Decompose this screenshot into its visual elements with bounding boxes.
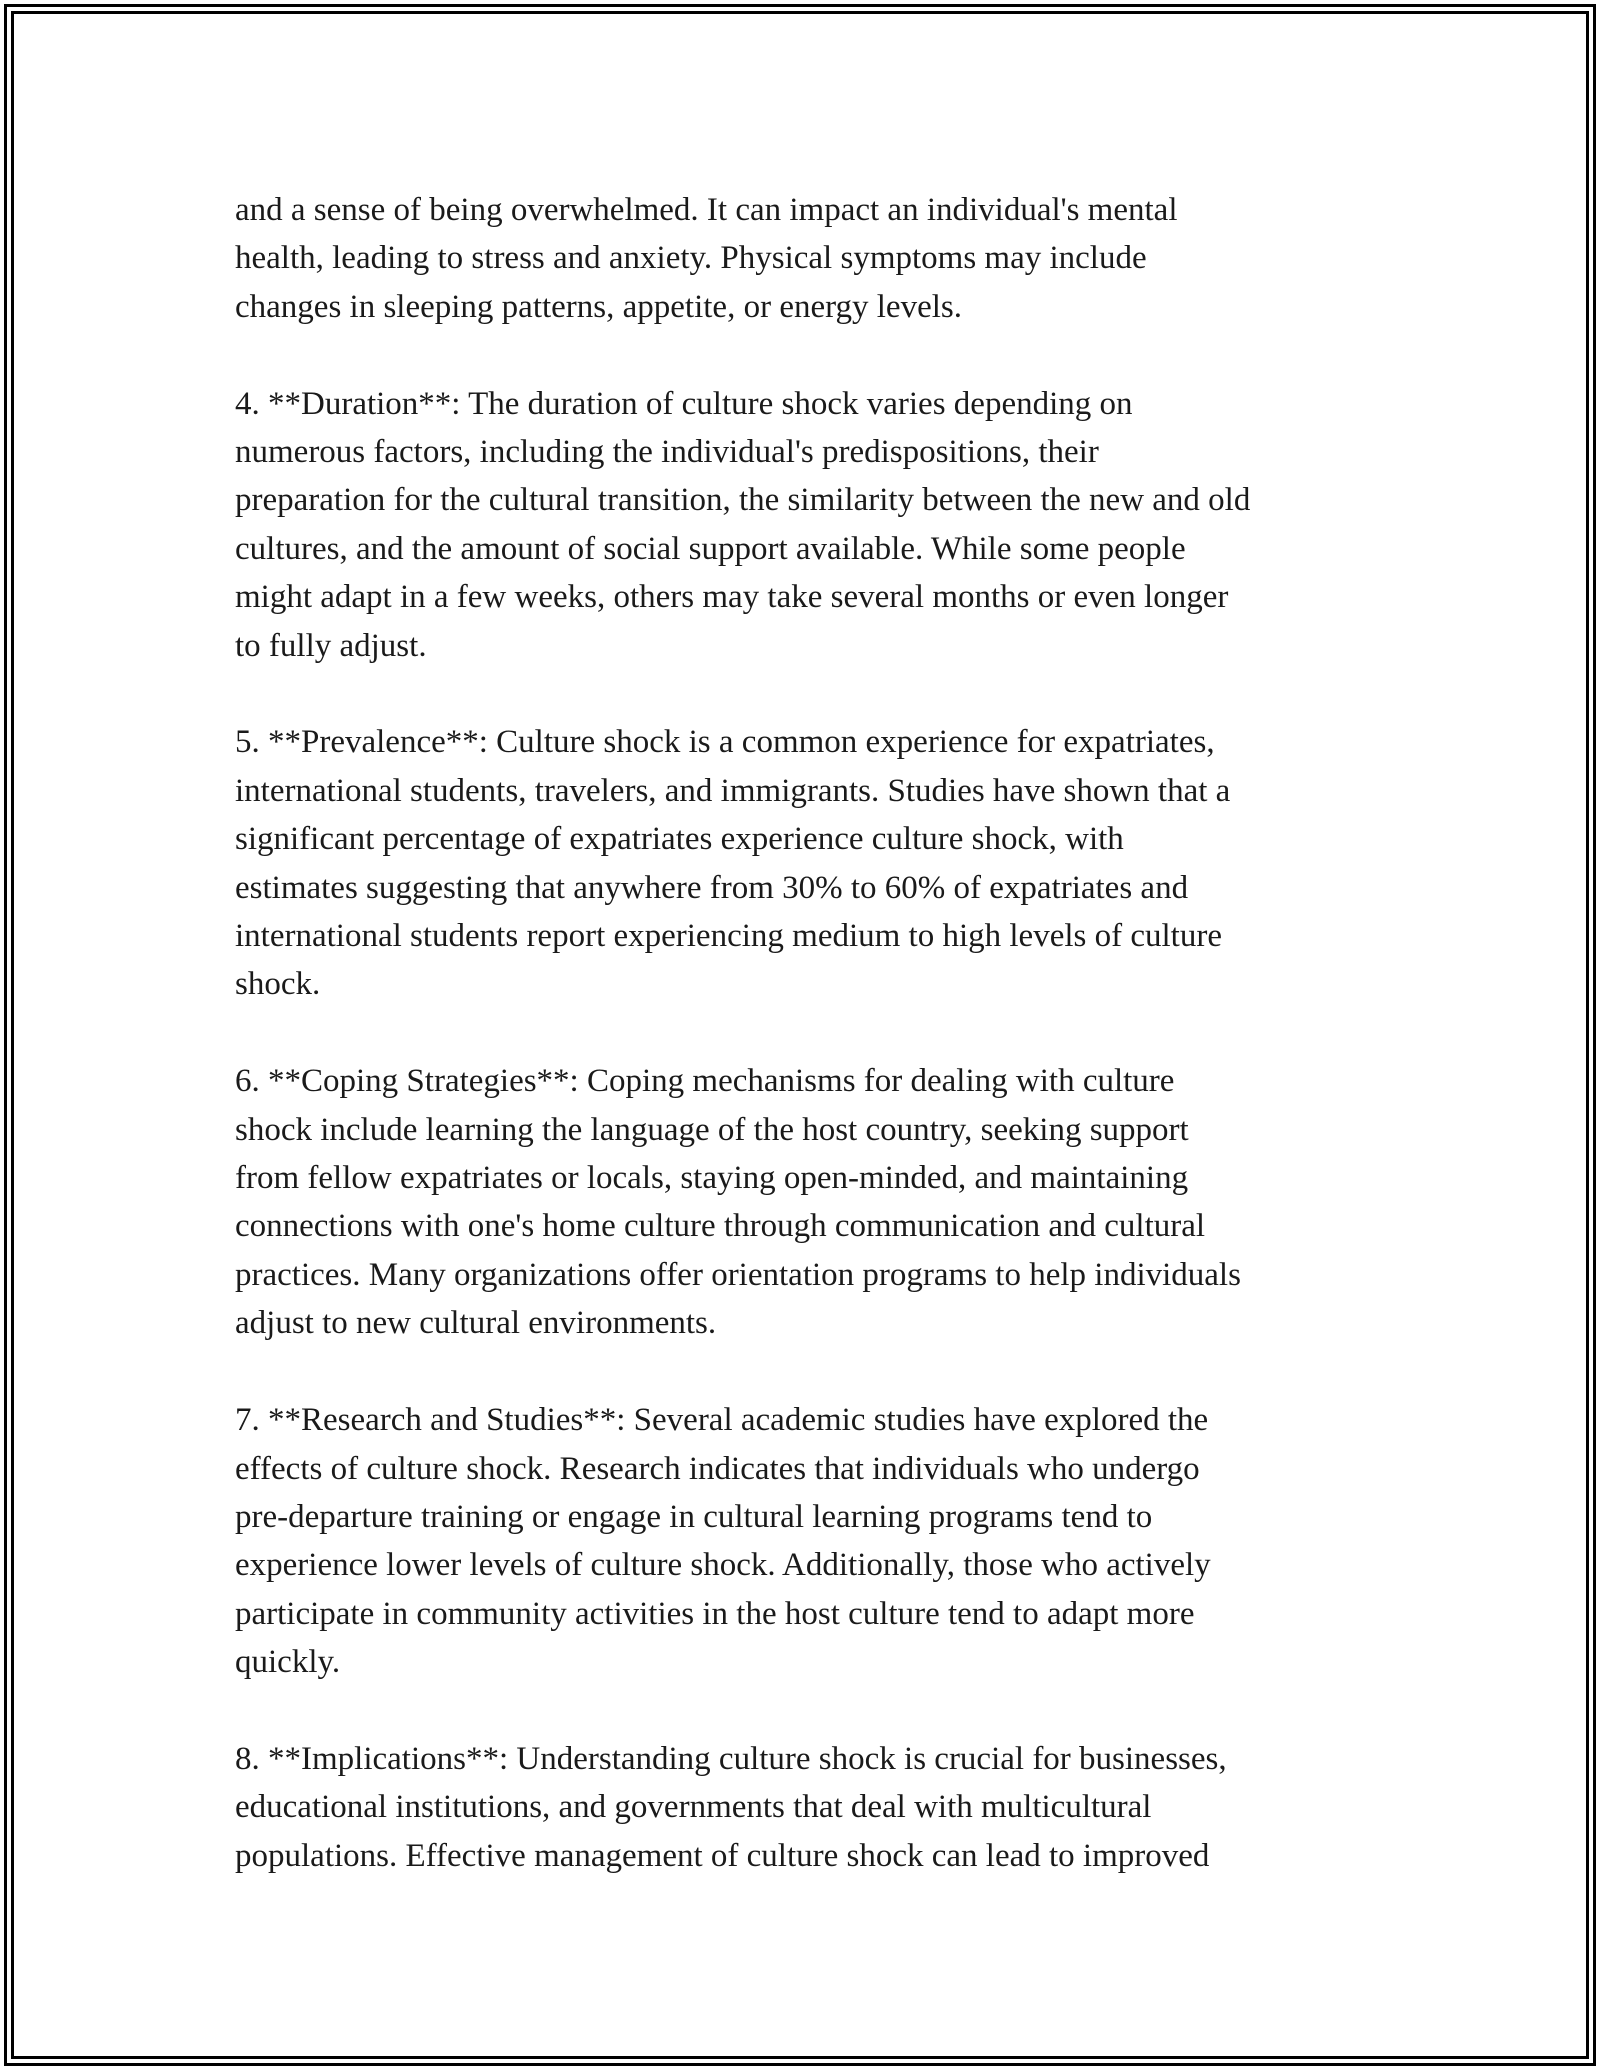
text-line: quickly. — [235, 1644, 341, 1681]
text-line: 6. **Coping Strategies**: Coping mechanisms for dealing with culture — [235, 1063, 1175, 1100]
text-line: might adapt in a few weeks, others may take several months or even longer — [235, 579, 1229, 616]
text-line: estimates suggesting that anywhere from 30% to 60% of expatriates and — [235, 869, 1189, 906]
text-line: numerous factors, including the individual's predispositions, their — [235, 434, 1099, 471]
paragraph-research-and-studies — [235, 1396, 1375, 1686]
paragraph-duration — [235, 380, 1375, 670]
text-line: pre-departure training or engage in cultural learning programs tend to — [235, 1498, 1153, 1535]
paragraph-implications — [235, 1735, 1375, 1880]
document-body — [235, 186, 1375, 1880]
text-line: 5. **Prevalence**: Culture shock is a common experience for expatriates, — [235, 724, 1215, 761]
text-line: changes in sleeping patterns, appetite, or energy levels. — [235, 288, 962, 325]
text-line: cultures, and the amount of social support available. While some people — [235, 530, 1186, 567]
text-line: connections with one's home culture through communication and cultural — [235, 1208, 1206, 1245]
text-line: international students report experiencing medium to high levels of culture — [235, 918, 1222, 955]
paragraph-prevalence — [235, 718, 1375, 1008]
text-line: 8. **Implications**: Understanding culture shock is crucial for businesses, — [235, 1740, 1227, 1777]
text-line: international students, travelers, and immigrants. Studies have shown that a — [235, 772, 1231, 809]
text-line: significant percentage of expatriates experience culture shock, with — [235, 821, 1124, 858]
text-line: populations. Effective management of culture shock can lead to improved — [235, 1837, 1210, 1874]
text-line: preparation for the cultural transition, the similarity between the new and old — [235, 482, 1251, 519]
text-line: to fully adjust. — [235, 627, 427, 664]
text-line: effects of culture shock. Research indicates that individuals who undergo — [235, 1450, 1200, 1487]
text-line: and a sense of being overwhelmed. It can impact an individual's mental — [235, 192, 1178, 228]
text-line: shock. — [235, 966, 321, 1003]
text-line: 7. **Research and Studies**: Several academic studies have explored the — [235, 1402, 1209, 1439]
text-line: participate in community activities in the host culture tend to adapt more — [235, 1595, 1195, 1632]
text-line: practices. Many organizations offer orientation programs to help individuals — [235, 1256, 1241, 1293]
text-line: adjust to new cultural environments. — [235, 1305, 717, 1342]
paragraph-symptoms-continued — [235, 186, 1375, 331]
paragraph-coping-strategies — [235, 1057, 1375, 1347]
text-line: 4. **Duration**: The duration of culture shock varies depending on — [235, 385, 1133, 422]
text-line: health, leading to stress and anxiety. Physical symptoms may include — [235, 240, 1147, 277]
text-line: from fellow expatriates or locals, staying open-minded, and maintaining — [235, 1160, 1189, 1197]
text-line: experience lower levels of culture shock. Additionally, those who actively — [235, 1547, 1211, 1584]
text-line: shock include learning the language of the host country, seeking support — [235, 1111, 1189, 1148]
text-line: educational institutions, and governments that deal with multicultural — [235, 1789, 1152, 1826]
